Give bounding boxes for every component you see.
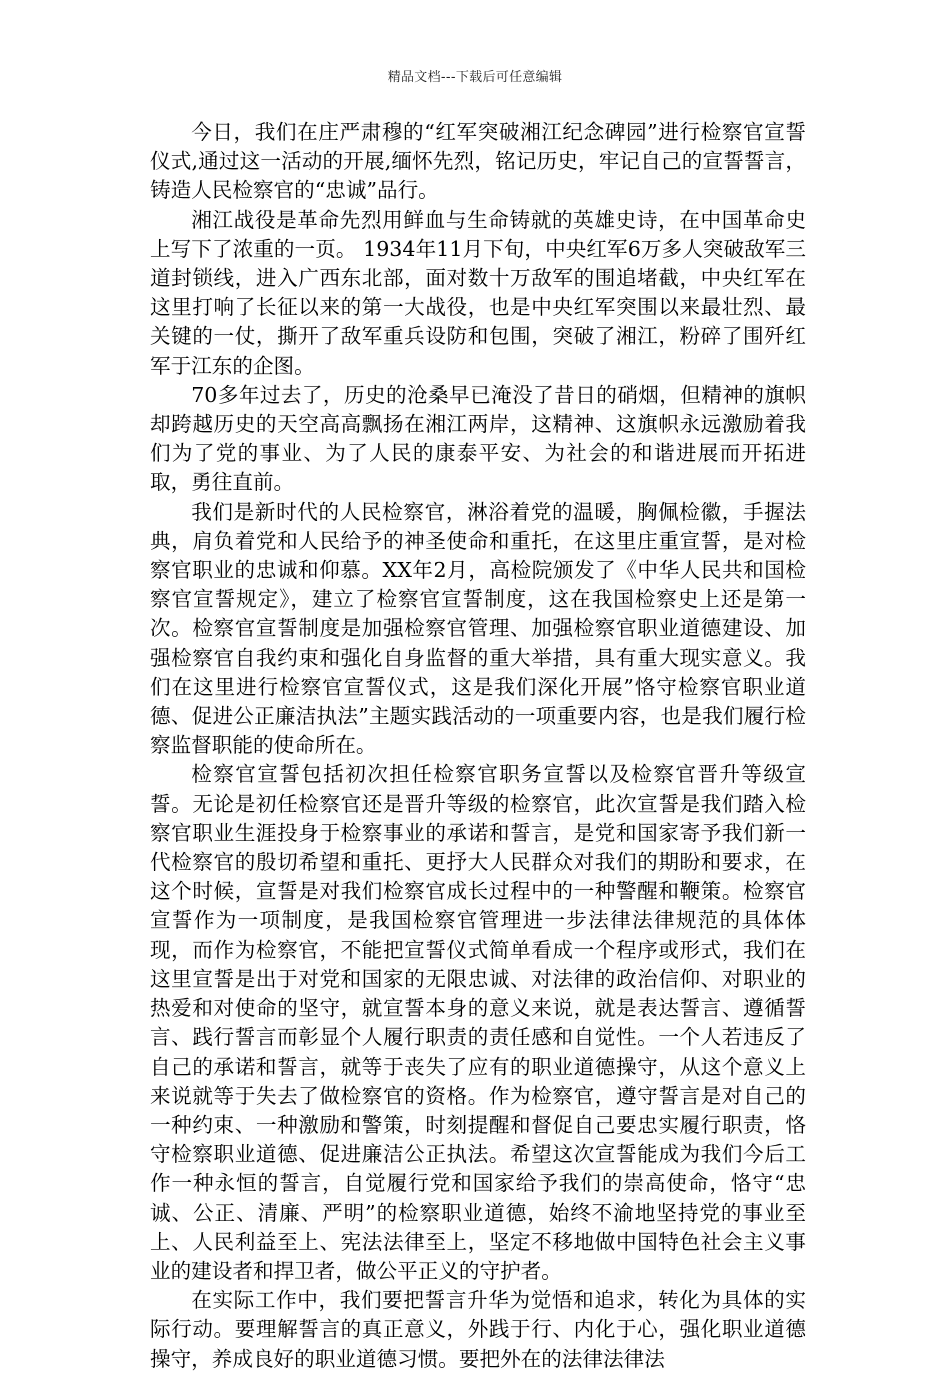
document-body	[150, 118, 806, 1374]
paragraph-2: 湘江战役是革命先烈用鲜血与生命铸就的英雄史诗，在中国革命史上写下了浓重的一页。 1934年11月下旬，中央红军6万多人突破敌军三道封锁线，进入广西东北部，面对数十万敌军的围追堵截，中央红军在这里打响了长征以来的第一大战役，也是中央红军突围以来最壮烈、最关键的一仗，撕开了敌军重兵设防和包围，突破了湘江，粉碎了围歼红军于江东的企图。	[150, 207, 806, 378]
paragraph-6: 在实际工作中，我们要把誓言升华为觉悟和追求，转化为具体的实际行动。要理解誓言的真正意义，外践于行、内化于心，强化职业道德操守，养成良好的职业道德习惯。要把外在的法律法律法	[150, 1288, 806, 1371]
paragraph-1: 今日，我们在庄严肃穆的“红军突破湘江纪念碑园”进行检察官宣誓仪式,通过这一活动的开展,缅怀先烈，铭记历史，牢记自己的宣誓誓言，铸造人民检察官的“忠诚”品行。	[150, 120, 806, 203]
paragraph-3: 70多年过去了，历史的沧桑早已淹没了昔日的硝烟，但精神的旗帜却跨越历史的天空高高飘扬在湘江两岸，这精神、这旗帜永远激励着我们为了党的事业、为了人民的康泰平安、为社会的和谐进展而开拓进取，勇往直前。	[150, 382, 806, 495]
paragraph-4: 我们是新时代的人民检察官，淋浴着党的温暖，胸佩检徽，手握法典，肩负着党和人民给予的神圣使命和重托，在这里庄重宣誓，是对检察官职业的忠诚和仰慕。XX年2月，高检院颁发了《中华人民共和国检察官宣誓规定》，建立了检察官宣誓制度，这在我国检察史上还是第一次。检察官宣誓制度是加强检察官管理、加强检察官职业道德建设、加强检察官自我约束和强化自身监督的重大举措，具有重大现实意义。我们在这里进行检察官宣誓仪式，这是我们深化开展”恪守检察官职业道德、促进公正廉洁执法”主题实践活动的一项重要内容，也是我们履行检察监督职能的使命所在。	[150, 499, 806, 758]
page-header: 精品文档---下载后可任意编辑	[387, 70, 563, 85]
paragraph-5: 检察官宣誓包括初次担任检察官职务宣誓以及检察官晋升等级宣誓。无论是初任检察官还是晋升等级的检察官，此次宣誓是我们踏入检察官职业生涯投身于检察事业的承诺和誓言，是党和国家寄予我们新一代检察官的殷切希望和重托、更抒大人民群众对我们的期盼和要求，在这个时候，宣誓是对我们检察官成长过程中的一种警醒和鞭策。检察官宣誓作为一项制度，是我国检察官管理进一步法律法律规范的具体体现，而作为检察官，不能把宣誓仪式简单看成一个程序或形式，我们在这里宣誓是出于对党和国家的无限忠诚、对法律的政治信仰、对职业的热爱和对使命的坚守，就宣誓本身的意义来说，就是表达誓言、遵循誓言、践行誓言而彰显个人履行职责的责任感和自觉性。一个人若违反了自己的承诺和誓言，就等于丧失了应有的职业道德操守，从这个意义上来说就等于失去了做检察官的资格。作为检察官，遵守誓言是对自己的一种约束、一种激励和警策，时刻提醒和督促自己要忠实履行职责，恪守检察职业道德、促进廉洁公正执法。希望这次宣誓能成为我们今后工作一种永恒的誓言，自觉履行党和国家给予我们的崇高使命，恪守“忠诚、公正、清廉、严明”的检察职业道德，始终不渝地坚持党的事业至上、人民利益至上、宪法法律至上，坚定不移地做中国特色社会主义事业的建设者和捍卫者，做公平正义的守护者。	[150, 762, 806, 1283]
